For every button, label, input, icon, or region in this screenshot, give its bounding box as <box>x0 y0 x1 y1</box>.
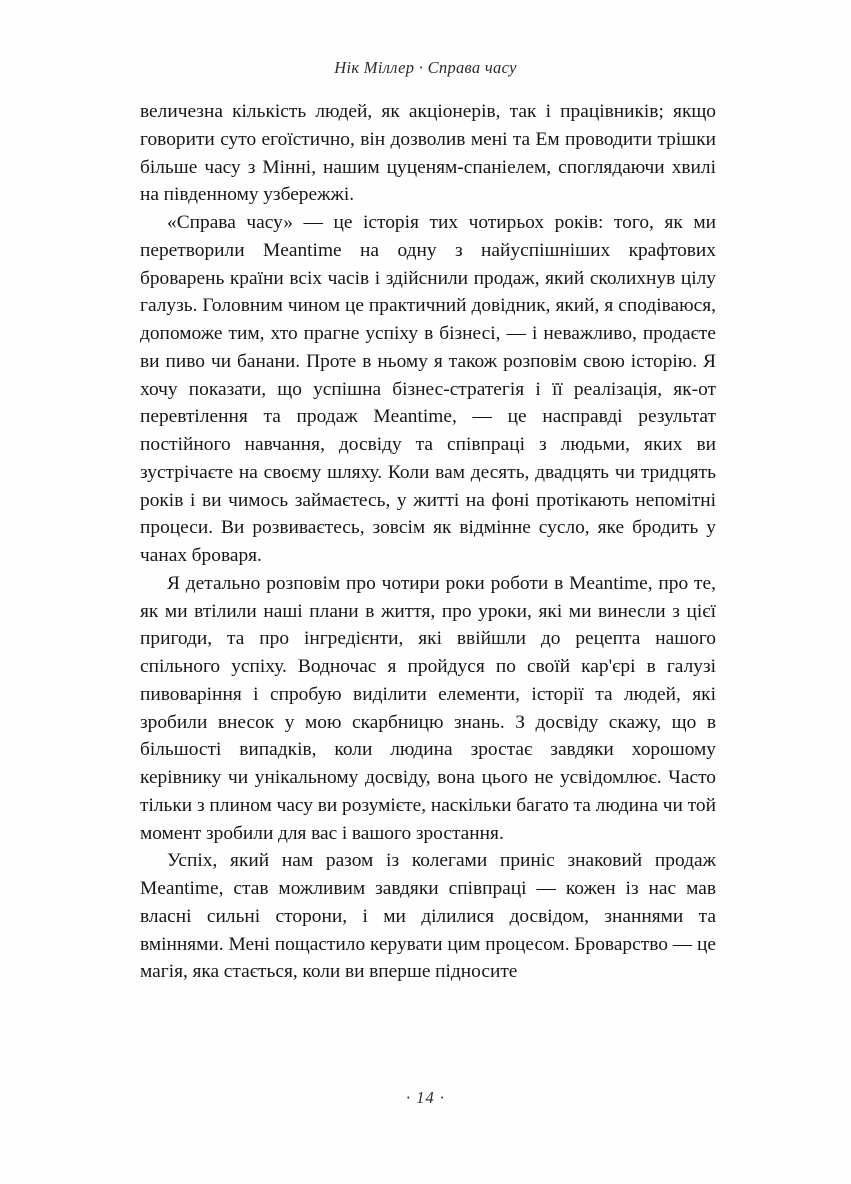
running-head: Нік Міллер · Справа часу <box>334 58 517 77</box>
paragraph: Я детально розповім про чотири роки роботи в Meantime, про те, як ми втілили наші плани в життя, про уроки, які ми винесли з цієї пригоди, та про інгредієнти, які ввійшли до рецепта нашого спільного успіху. Водночас я пройдуся по своїй кар'єрі в галузі пивоваріння і спробую виділити елементи, історії та людей, які зробили внесок у мою скарбницю знань. З досвіду скажу, що в більшості випадків, коли людина зростає завдяки хорошому керівнику чи унікальному досвіду, вона цього не усвідомлює. Часто тільки з плином часу ви розумієте, наскільки багато та людина чи той момент зробили для вас і вашого зростання. <box>140 572 716 844</box>
paragraph: величезна кількість людей, як акціонерів, так і працівників; якщо говорити суто егоїстично, він дозволив мені та Ем проводити трішки більше часу з Мінні, нашим цуценям-спаніелем, споглядаючи хвилі на південному узбережжі. <box>140 101 716 206</box>
paragraph: «Справа часу» — це історія тих чотирьох років: того, як ми перетворили Meantime на одну з найуспішніших крафтових броварень країни всіх часів і здійснили продаж, який сколихнув цілу галузь. Головним чином це практичний довідник, який, я сподіваюся, допоможе тим, хто прагне успіху в бізнесі, — і неважливо, продаєте ви пиво чи банани. Проте в ньому я також розповім свою історію. Я хочу показати, що успішна бізнес-стратегія і її реалізація, як-от перевтілення та продаж Meantime, — це насправді результат постійного навчання, досвіду та співпраці з людьми, яких ви зустрічаєте на своєму шляху. Коли вам десять, двадцять чи тридцять років і ви чимось займаєтесь, у житті на фоні протікають непомітні процеси. Ви розвиваєтесь, зовсім як відмінне сусло, яке бродить у чанах броваря. <box>140 212 716 566</box>
page-number: · 14 · <box>406 1088 445 1107</box>
paragraph: Успіх, який нам разом із колегами приніс знаковий продаж Meantime, став можливим завдяки співпраці — кожен із нас мав власні сильні сторони, і ми ділилися досвідом, знаннями та вміннями. Мені пощастило керувати цим процесом. Броварство — це магія, яка стається, коли ви вперше підносите <box>140 850 716 983</box>
body-text-block <box>140 98 716 986</box>
